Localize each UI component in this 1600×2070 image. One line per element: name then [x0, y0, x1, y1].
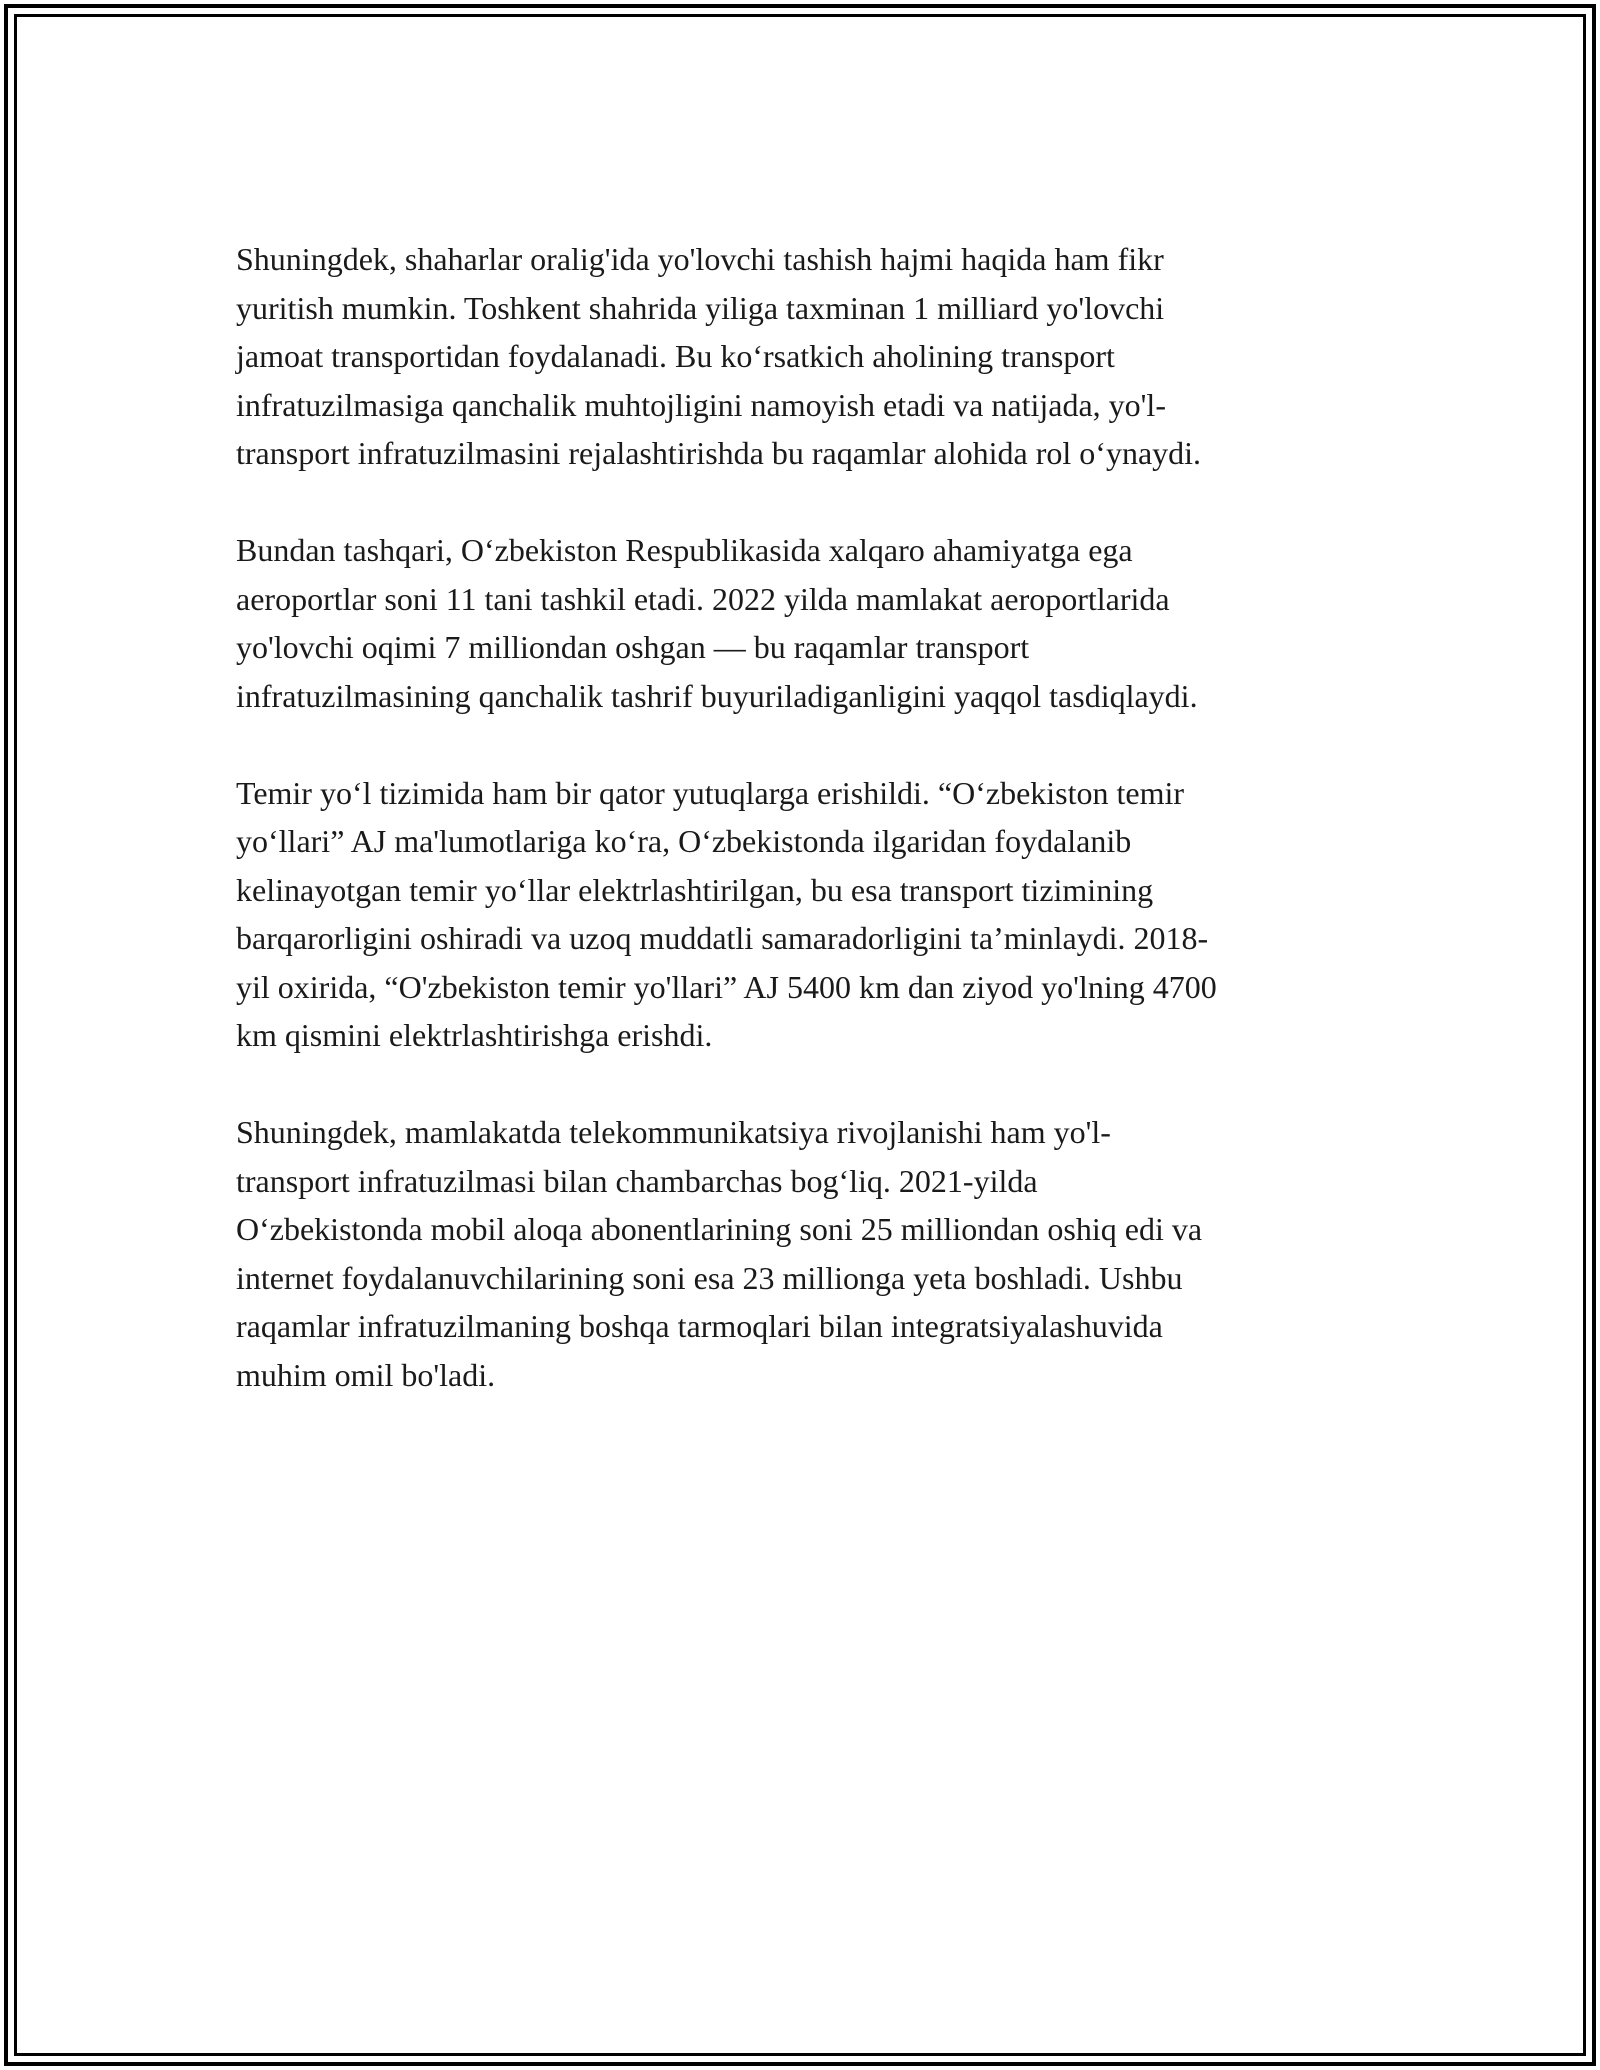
paragraph-railways: Temir yo‘l tizimida ham bir qator yutuqlarga erishildi. “O‘zbekiston temir yo‘llari” AJ ma'lumotlariga ko‘ra, O‘zbekistonda ilgaridan foydalanib kelinayotgan temir yo‘llar elektrlashtirilgan, bu esa transport tizimining barqarorligini oshiradi va uzoq muddatli samaradorligini ta’minlaydi. 2018- yil oxirida, “O'zbekiston temir yo'llari” AJ 5400 km dan ziyod yo'lning 4700 km qismini elektrlashtirishga erishdi. [236, 774, 1217, 1053]
paragraph-airports: Bundan tashqari, O‘zbekiston Respublikasida xalqaro ahamiyatga ega aeroportlar soni 11 tani tashkil etadi. 2022 yilda mamlakat aeroportlarida yo'lovchi oqimi 7 milliondan oshgan — bu raqamlar transport infratuzilmasining qanchalik tashrif buyuriladiganligini yaqqol tasdiqlaydi. [236, 532, 1198, 714]
paragraph-passenger-transport: Shuningdek, shaharlar oralig'ida yo'lovchi tashish hajmi haqida ham fikr yuritish mumkin. Toshkent shahrida yiliga taxminan 1 milliard yo'lovchi jamoat transportidan foydalanadi. Bu ko‘rsatkich aholining transport infratuzilmasiga qanchalik muhtojligini namoyish etadi va natijada, yo'l- transport infratuzilmasini rejalashtirishda bu raqamlar alohida rol o‘ynaydi. [236, 241, 1202, 471]
document-body [236, 235, 1366, 1448]
paragraph-telecommunications: Shuningdek, mamlakatda telekommunikatsiya rivojlanishi ham yo'l- transport infratuzilmasi bilan chambarchas bog‘liq. 2021-yilda O‘zbekistonda mobil aloqa abonentlarining soni 25 milliondan oshiq edi va internet foydalanuvchilarining soni esa 23 millionga yeta boshladi. Ushbu raqamlar infratuzilmaning boshqa tarmoqlari bilan integratsiyalashuvida muhim omil bo'ladi. [236, 1114, 1203, 1393]
